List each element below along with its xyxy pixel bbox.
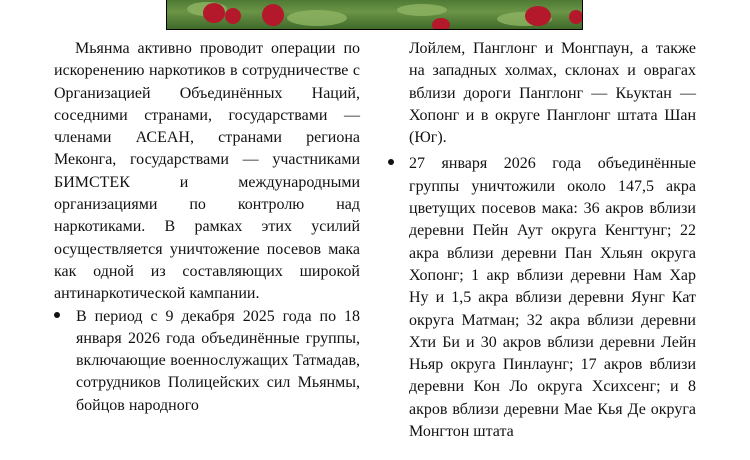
intro-paragraph: Мьянма активно проводит операции по искоренению наркотиков в сотрудничестве с Организацией Объединённых Наций, соседними странами, государствами — членами АСЕАН, странами региона Меконга, государствами — участниками БИМСТЕК и международными организациями по контролю над наркотиками. В рамках этих усилий осуществляется уничтожение посевов мака как одной из составляющих широкой антинаркотической кампании. xyxy=(54,40,360,303)
bullet-icon xyxy=(54,312,60,318)
list-item xyxy=(409,153,696,443)
bullet-icon xyxy=(388,159,394,165)
list-item-text: В период с 9 декабря 2025 года по 18 января 2026 года объединённые группы, включающие военнослужащих Татмадав, сотрудников Полицейских сил Мьянмы, бойцов народного xyxy=(76,307,360,414)
continued-paragraph: Лойлем, Панглонг и Монгпаун, а также на западных холмах, склонах и оврагах вблизи дороги Панглонг — Кьуктан — Хопонг и в округе Панглонг штата Шан (Юг). xyxy=(409,40,696,147)
left-column xyxy=(54,38,360,417)
right-column xyxy=(409,38,696,443)
list-item xyxy=(54,306,360,417)
poppy-field-photo xyxy=(166,0,583,30)
list-item-text: 27 января 2026 года объединённые группы уничтожили около 147,5 акра цветущих посевов мака: 36 акров вблизи деревни Пейн Аут округа Кенгтунг; 22 акра вблизи деревни Пан Хльян округа Хопонг; 1 акр вблизи деревни Нам Хар Ну и 1,5 акра вблизи деревни Яунг Кат округа Матман; 32 акра вблизи деревни Хти Би и 30 акров вблизи деревни Лейн Ньяр округа Пинлаунг; 17 акров вблизи деревни Кон Ло округа Хсихсенг; и 8 акров вблизи деревни Мае Кья Де округа Монгтон штата xyxy=(409,155,696,441)
